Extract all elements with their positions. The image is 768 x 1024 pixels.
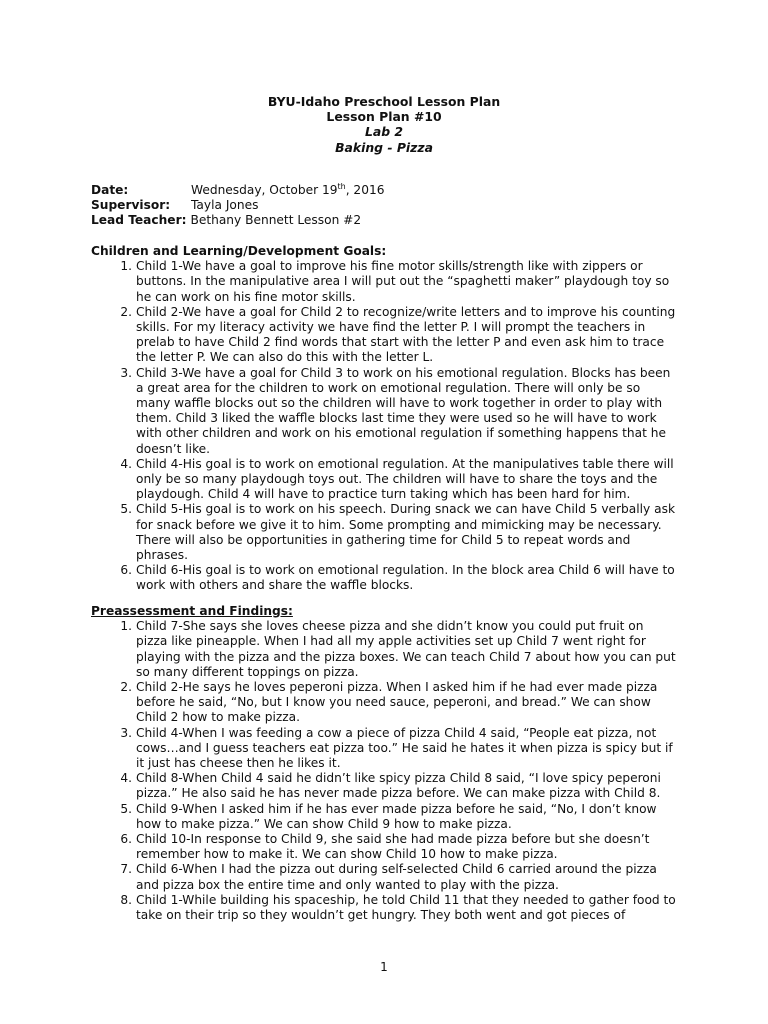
- list-item-text: Child 1-While building his spaceship, he told Child 11 that they needed to gather food to take on their trip so they wouldn’t get hungry. They both went and got pieces of: [136, 892, 676, 923]
- list-item-text: Child 5-His goal is to work on his speech. During snack we can have Child 5 verbally ask for snack before we give it to him. Some prompting and mimicking may be necessary. There will also be opportunities in gathering time for Child 5 to repeat words and phrases.: [136, 502, 675, 563]
- list-item-number: 1.: [120, 259, 132, 274]
- list-item-text: Child 7-She says she loves cheese pizza and she didn’t know you could put fruit on pizza like pineapple. When I had all my apple activities set up Child 7 went right for playing with the pizza and the pizza boxes. We can teach Child 7 about how you can put so many different toppings on pizza.: [136, 619, 676, 679]
- preassessment-section: [91, 604, 676, 923]
- list-item-text: Child 6-His goal is to work on emotional regulation. In the block area Child 6 will have to work with others and share the waffle blocks.: [136, 563, 675, 593]
- document-header: [0, 94, 768, 155]
- goals-list: [91, 259, 676, 593]
- list-item-number: 4.: [120, 771, 132, 786]
- list-item: [91, 366, 676, 457]
- list-item: [91, 726, 676, 772]
- lead-teacher-row: [91, 213, 691, 228]
- list-item-number: 5.: [120, 801, 132, 816]
- lead-teacher-label: Lead Teacher:: [91, 213, 187, 228]
- supervisor-value: Tayla Jones: [191, 198, 259, 213]
- school-title: BYU-Idaho Preschool Lesson Plan: [267, 94, 501, 109]
- list-item: [91, 457, 676, 503]
- supervisor-label: Supervisor:: [91, 198, 171, 213]
- list-item-text: Child 9-When I asked him if he has ever made pizza before he said, “No, I don’t know how to make pizza.” We can show Child 9 how to make pizza.: [136, 801, 657, 831]
- lesson-theme: Baking - Pizza: [335, 139, 433, 155]
- date-value: Wednesday, October 19th, 2016: [191, 181, 385, 197]
- date-row: [91, 183, 691, 198]
- lesson-plan-number: Lesson Plan #10: [326, 109, 442, 125]
- list-item-number: 3.: [120, 365, 132, 380]
- list-item-text: Child 3-We have a goal for Child 3 to work on his emotional regulation. Blocks has been a great area for the children to work on emotional regulation. There will only be so many waffle blocks out so the children will have to work together in order to play with them. Child 3 liked the waffle blocks last time they were used so he will have to work with other children and work on his emotional regulation if something happens that he doesn’t like.: [136, 365, 671, 456]
- list-item: [91, 862, 676, 892]
- list-item: [91, 802, 676, 832]
- goals-section: [91, 244, 676, 594]
- list-item-text: Child 1-We have a goal to improve his fine motor skills/strength like with zippers or buttons. In the manipulative area I will put out the “spaghetti maker” playdough toy so he can work on his fine motor skills.: [136, 259, 670, 304]
- list-item: [91, 680, 676, 726]
- list-item: [91, 502, 676, 563]
- list-item-text: Child 4-His goal is to work on emotional regulation. At the manipulatives table there will only be so many playdough toys out. The children will have to share the toys and the playdough. Child 4 will have to practice turn taking which has been hard for him.: [136, 456, 674, 502]
- preassessment-list: [91, 619, 676, 923]
- list-item: [91, 832, 676, 862]
- list-item-number: 8.: [120, 892, 132, 907]
- list-item: [91, 619, 676, 680]
- list-item-number: 5.: [120, 502, 132, 517]
- list-item-number: 4.: [120, 456, 132, 471]
- list-item-number: 7.: [120, 862, 132, 877]
- list-item: [91, 563, 676, 593]
- list-item-text: Child 6-When I had the pizza out during self-selected Child 6 carried around the pizza and pizza box the entire time and only wanted to play with the pizza.: [136, 862, 657, 892]
- list-item-number: 1.: [120, 619, 132, 634]
- lead-teacher-value: Bethany Bennett Lesson #2: [190, 213, 362, 228]
- date-label: Date:: [91, 183, 129, 197]
- list-item: [91, 259, 676, 305]
- lesson-meta: [91, 183, 691, 229]
- preassessment-title: Preassessment and Findings:: [91, 604, 293, 618]
- supervisor-row: [91, 198, 691, 213]
- page-number: 1: [380, 960, 388, 974]
- list-item-number: 2.: [120, 304, 132, 319]
- list-item-text: Child 2-We have a goal for Child 2 to recognize/write letters and to improve his counting skills. For my literacy activity we have find the letter P. I will prompt the teachers in prelab to have Child 2 find words that start with the letter P and even ask him to trace the letter P. We can also do this with the letter L.: [136, 304, 676, 365]
- goals-title: Children and Learning/Development Goals:: [91, 244, 387, 258]
- list-item-number: 3.: [120, 725, 132, 740]
- list-item-text: Child 10-In response to Child 9, she said she had made pizza before but she doesn’t remember how to make it. We can show Child 10 how to make pizza.: [136, 832, 650, 862]
- list-item-text: Child 2-He says he loves peperoni pizza. When I asked him if he had ever made pizza before he said, “No, but I know you need sauce, peperoni, and bread.” We can show Child 2 how to make pizza.: [136, 680, 658, 725]
- list-item-text: Child 4-When I was feeding a cow a piece of pizza Child 4 said, “People eat pizza, not cows…and I guess teachers eat pizza too.” He said he hates it when pizza is spicy but if it just has cheese then he likes it.: [136, 725, 673, 771]
- list-item-number: 2.: [120, 680, 132, 695]
- list-item: [91, 305, 676, 366]
- lab-label: Lab 2: [364, 124, 404, 140]
- list-item: [91, 893, 676, 923]
- list-item-number: 6.: [120, 563, 132, 578]
- list-item-number: 6.: [120, 832, 132, 847]
- list-item-text: Child 8-When Child 4 said he didn’t like spicy pizza Child 8 said, “I love spicy peperoni pizza.” He also said he has never made pizza before. We can make pizza with Child 8.: [136, 771, 661, 801]
- list-item: [91, 771, 676, 801]
